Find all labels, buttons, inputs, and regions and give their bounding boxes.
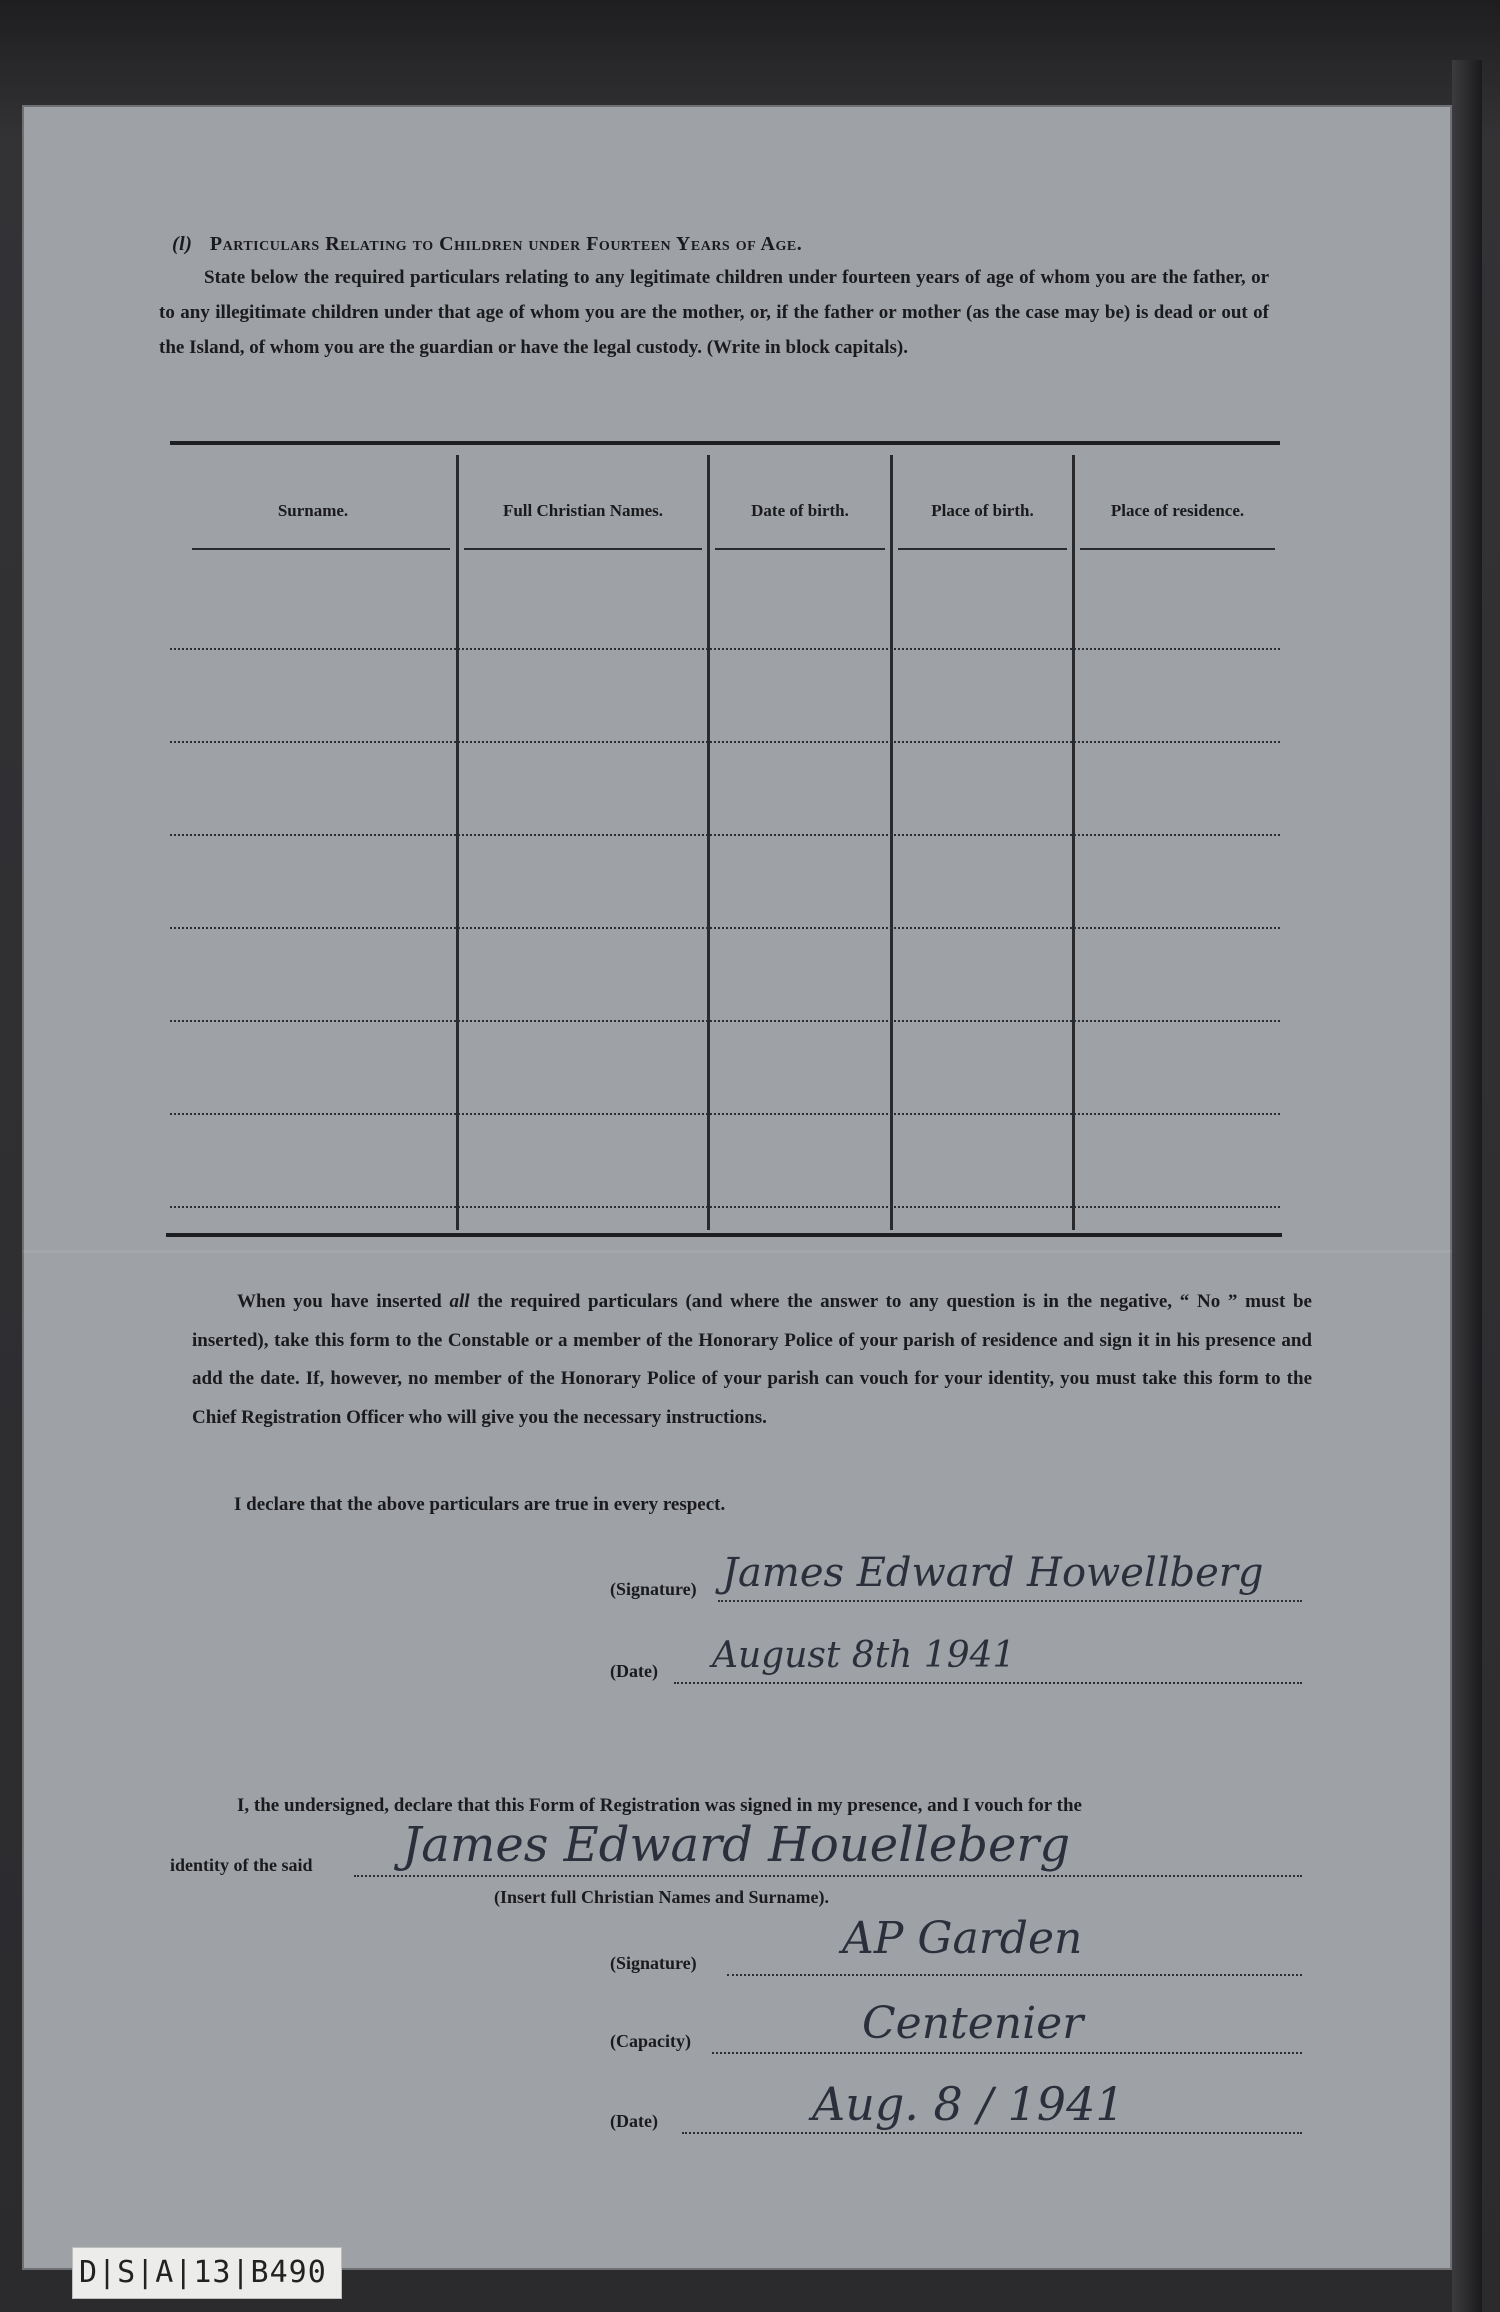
applicant-signature-label: (Signature)	[610, 1579, 697, 1599]
insert-names-note: (Insert full Christian Names and Surname).	[494, 1887, 830, 1907]
table-bottom-rule	[166, 1233, 1282, 1237]
instructions-text-1: When you have inserted	[237, 1291, 450, 1312]
header-underline	[898, 548, 1067, 550]
column-header-place-of-residence: Place of residence.	[1110, 501, 1245, 520]
applicant-signature[interactable]: James Edward Howellberg	[722, 1550, 1264, 1596]
table-top-rule	[170, 441, 1280, 445]
officer-signature-label: (Signature)	[610, 1953, 697, 1973]
page-edge-shadow	[1452, 60, 1482, 2312]
capacity-value[interactable]: Centenier	[862, 1998, 1084, 2049]
table-row[interactable]	[170, 648, 1280, 650]
header-underline	[192, 548, 450, 550]
section-title	[172, 233, 802, 256]
officer-date-label: (Date)	[610, 2111, 658, 2131]
header-underline	[464, 548, 702, 550]
applicant-signature-line	[718, 1600, 1302, 1602]
applicant-date[interactable]: August 8th 1941	[712, 1635, 1016, 1676]
table-row[interactable]	[170, 1113, 1280, 1115]
identity-line	[354, 1875, 1302, 1877]
table-row[interactable]	[170, 927, 1280, 929]
column-header-christian-names: Full Christian Names.	[502, 501, 664, 520]
applicant-date-line	[674, 1682, 1302, 1684]
fold-mark	[22, 1250, 1452, 1253]
table-row[interactable]	[170, 834, 1280, 836]
declaration-text: I declare that the above particulars are true in every respect.	[234, 1494, 726, 1515]
vouch-statement: I, the undersigned, declare that this Form of Registration was signed in my presence, and I vouch for the	[237, 1795, 1082, 1816]
identity-label: identity of the said	[170, 1855, 313, 1875]
instructions-paragraph	[192, 1283, 1312, 1437]
table-row[interactable]	[170, 741, 1280, 743]
children-table	[170, 441, 1280, 1236]
intro-paragraph: State below the required particulars relating to any legitimate children under fourteen years of age of whom you are the father, or to any illegitimate children under that age of whom you are the mother, or, if the father or mother (as the case may be) is dead or out of the Island, of whom you are the guardian or have the legal custody. (Write in block capitals).	[159, 267, 1269, 358]
column-header-surname: Surname.	[277, 501, 349, 520]
column-header-place-of-birth: Place of birth.	[931, 501, 1034, 520]
header-underline	[1080, 548, 1275, 550]
officer-signature-line	[727, 1974, 1302, 1976]
archive-reference-label: D|S|A|13|B490	[72, 2247, 342, 2299]
header-underline	[715, 548, 885, 550]
table-row[interactable]	[170, 1206, 1280, 1208]
capacity-line	[712, 2052, 1302, 2054]
identity-handwritten-name[interactable]: James Edward Houelleberg	[402, 1817, 1071, 1873]
instructions-emphasis: all	[449, 1291, 470, 1312]
officer-signature[interactable]: AP Garden	[842, 1913, 1083, 1964]
section-number: (l)	[172, 233, 193, 255]
applicant-date-label: (Date)	[610, 1661, 658, 1681]
officer-date-line	[682, 2132, 1302, 2134]
officer-date[interactable]: Aug. 8 / 1941	[812, 2077, 1125, 2131]
column-header-date-of-birth: Date of birth.	[751, 501, 849, 520]
capacity-label: (Capacity)	[610, 2031, 691, 2051]
instructions-text-2: the required particulars (and where the answer to any question is in the negative, “ No ” must be inserted), take this form to the Constable or a member of the Honorary Police of your parish of residence and sign it in his presence and add the date. If, however, no member of the Honorary Police of your parish can vouch for your identity, you must take this form to the Chief Registration Officer who will give you the necessary instructions.	[192, 1291, 1312, 1428]
table-row[interactable]	[170, 1020, 1280, 1022]
form-page	[22, 105, 1452, 2270]
section-title-text: Particulars Relating to Children under Fourteen Years of Age.	[209, 233, 803, 255]
